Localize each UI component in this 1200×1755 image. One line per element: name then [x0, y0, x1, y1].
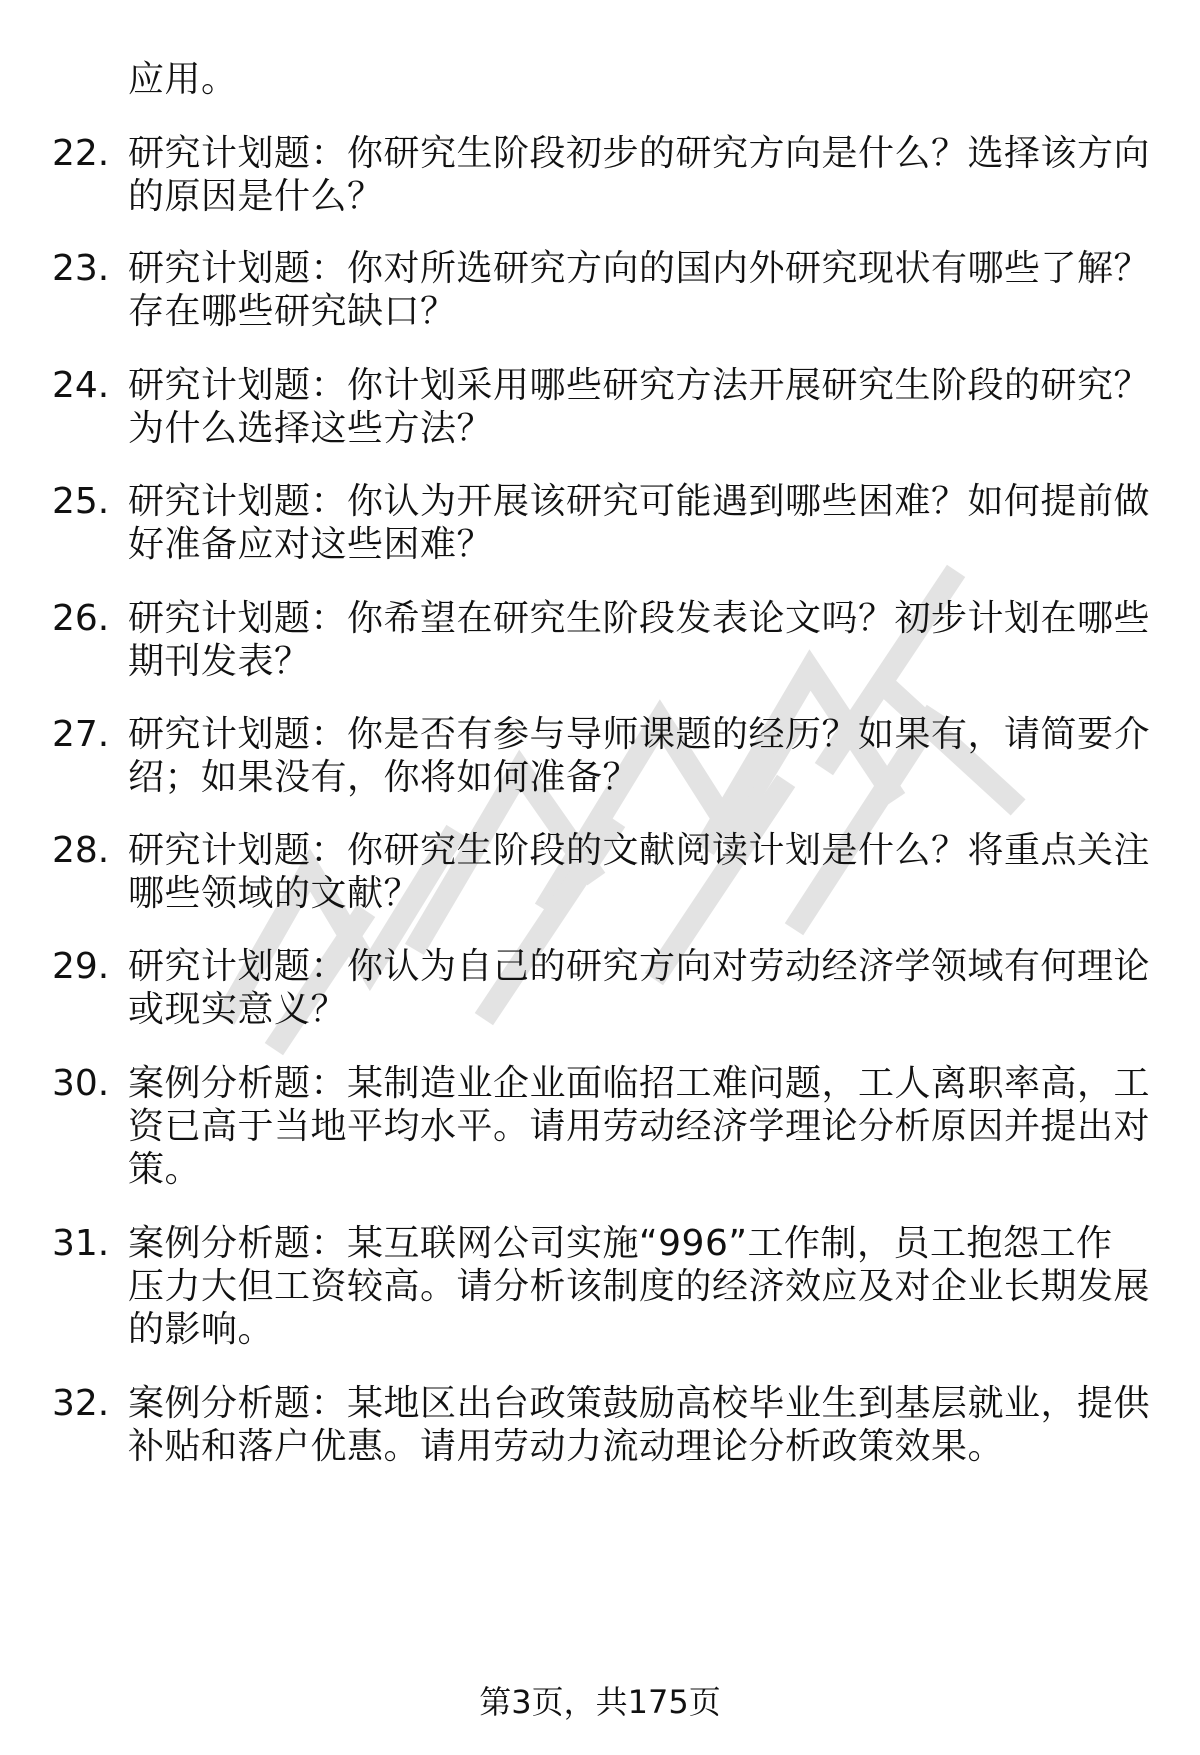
item-text-line: 研究计划题：你认为自己的研究方向对劳动经济学领域有何理论 — [128, 946, 1151, 987]
item-text-line: 的原因是什么？ — [128, 176, 384, 217]
item-number: 29. — [52, 946, 110, 987]
item-text-line: 的影响。 — [128, 1309, 275, 1350]
item-text-line: 策。 — [128, 1149, 202, 1190]
item-text-line: 哪些领域的文献？ — [128, 873, 421, 914]
item-number: 26. — [52, 598, 110, 639]
item-text-line: 补贴和落户优惠。请用劳动力流动理论分析政策效果。 — [128, 1426, 1005, 1467]
item-number: 27. — [52, 714, 110, 755]
item-text-line: 期刊发表？ — [128, 641, 311, 682]
item-text-line: 研究计划题：你研究生阶段初步的研究方向是什么？选择该方向 — [128, 133, 1151, 174]
page-number: 第3页，共175页 — [479, 1683, 721, 1721]
item-text-line: 存在哪些研究缺口？ — [128, 291, 457, 332]
continuation-line: 应用。 — [128, 59, 238, 100]
item-number: 24. — [52, 365, 110, 406]
item-text-line: 研究计划题：你对所选研究方向的国内外研究现状有哪些了解？ — [128, 248, 1151, 289]
item-text-line: 绍；如果没有，你将如何准备？ — [128, 757, 640, 798]
item-text-line: 或现实意义？ — [128, 989, 348, 1030]
item-number: 23. — [52, 248, 110, 289]
item-text-line: 案例分析题：某地区出台政策鼓励高校毕业生到基层就业，提供 — [128, 1383, 1151, 1424]
item-number: 22. — [52, 133, 110, 174]
item-number: 31. — [52, 1223, 110, 1264]
item-text-line: 研究计划题：你希望在研究生阶段发表论文吗？初步计划在哪些 — [128, 598, 1151, 639]
item-text-line: 好准备应对这些困难？ — [128, 524, 494, 565]
item-text-line: 研究计划题：你是否有参与导师课题的经历？如果有，请简要介 — [128, 714, 1151, 755]
item-text-line: 研究计划题：你认为开展该研究可能遇到哪些困难？如何提前做 — [128, 481, 1151, 522]
item-number: 30. — [52, 1063, 110, 1104]
item-text-line: 为什么选择这些方法？ — [128, 408, 494, 449]
item-text-line: 研究计划题：你研究生阶段的文献阅读计划是什么？将重点关注 — [128, 830, 1151, 871]
item-number: 32. — [52, 1383, 110, 1424]
item-text-line: 资已高于当地平均水平。请用劳动经济学理论分析原因并提出对 — [128, 1106, 1151, 1147]
item-text-line: 压力大但工资较高。请分析该制度的经济效应及对企业长期发展 — [128, 1266, 1151, 1307]
item-number: 28. — [52, 830, 110, 871]
item-text-line: 案例分析题：某互联网公司实施“996”工作制，员工抱怨工作 — [128, 1223, 1113, 1264]
item-number: 25. — [52, 481, 110, 522]
item-text-line: 案例分析题：某制造业企业面临招工难问题，工人离职率高，工 — [128, 1063, 1151, 1104]
item-text-line: 研究计划题：你计划采用哪些研究方法开展研究生阶段的研究？ — [128, 365, 1151, 406]
